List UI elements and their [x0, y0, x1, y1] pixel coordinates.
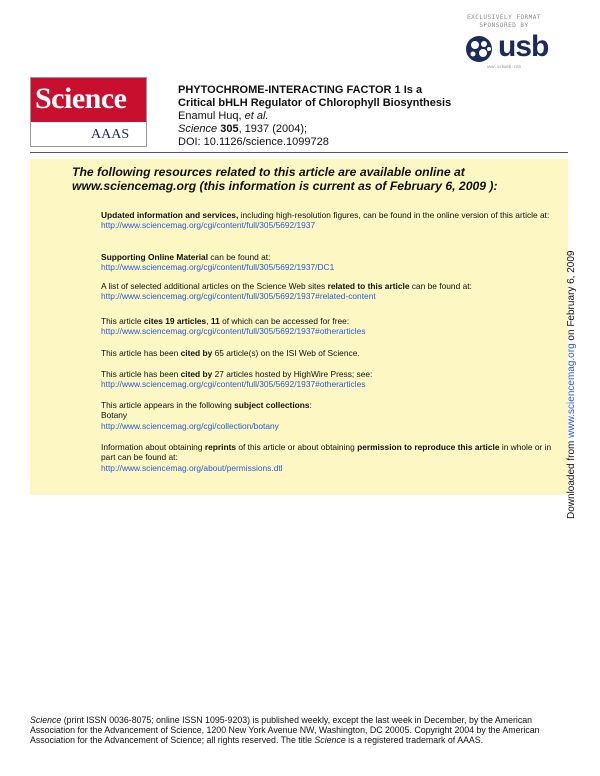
article-header [178, 84, 451, 149]
usb-globe-icon [462, 34, 498, 64]
article-title-line-2: Critical bHLH Regulator of Chlorophyll Biosynthesis [178, 97, 452, 109]
article-title-line-1: PHYTOCHROME-INTERACTING FACTOR 1 Is a [178, 84, 423, 96]
related-content: A list of selected additional articles on the Science Web sites related to this article can be found at: http://www.sciencemag.org/cgi/content/full/305/5692/1937#related-content [101, 281, 472, 302]
sponsor-line-1: EXCLUSIVELY FORMAT [466, 14, 542, 21]
updated-info-link[interactable]: http://www.sciencemag.org/cgi/content/full/305/5692/1937 [101, 220, 316, 231]
usb-wordmark: usb [498, 30, 549, 63]
cited-articles: This article cites 19 articles, 11 of which can be accessed for free: http://www.sciencemag.org/cgi/content/full/305/5692/1937#otherarticles [101, 316, 366, 337]
subject-name: Botany [101, 410, 128, 421]
aaas-logo: AAAS [91, 127, 130, 142]
highwire-citations-link[interactable]: http://www.sciencemag.org/cgi/content/full/305/5692/1937#otherarticles [101, 379, 366, 390]
updated-info: Updated information and services, including high-resolution figures, can be found in the online version of this article at: http://www.sciencemag.org/cgi/content/full/305/5692/1937 [101, 210, 550, 231]
isi-citations: This article has been cited by 65 article(s) on the ISI Web of Science. [101, 348, 360, 358]
subject-collections: This article appears in the following subject collections: Botany http://www.sciencemag.org/cgi/collection/botany [101, 400, 312, 431]
usb-logo[interactable] [462, 30, 554, 64]
logo-banner [31, 78, 146, 122]
download-source-link[interactable]: www.sciencemag.org [566, 343, 577, 438]
subject-collection-link[interactable]: http://www.sciencemag.org/cgi/collection/botany [101, 420, 279, 431]
logo-wordmark: Science [35, 82, 127, 115]
related-content-link[interactable]: http://www.sciencemag.org/cgi/content/full/305/5692/1937#related-content [101, 291, 376, 302]
supporting-material: Supporting Online Material can be found at: http://www.sciencemag.org/cgi/content/full/305/5692/1937/DC1 [101, 252, 335, 273]
permissions-info: Information about obtaining reprints of this article or about obtaining permission to reproduce this article in whole or in part can be found at: http://www.sciencemag.org/about/permissions.dtl [101, 442, 552, 473]
article-author: Enamul Huq, et al. [178, 110, 269, 122]
resources-panel [30, 159, 568, 495]
highwire-citations: This article has been cited by 27 articles hosted by HighWire Press; see: http://www.sciencemag.org/cgi/content/full/305/5692/1937#otherarticles [101, 369, 373, 390]
footer-copyright: Science (print ISSN 0036-8075; online ISSN 1095-9203) is published weekly, except the last week in December, by the American Association for the Advancement of Science, 1200 New York Avenue NW, Washington, DC 20005. Copyright 2004 by the American Association for the Advancement of Science; all rights reserved. The title Science is a registered trademark of AAAS. [30, 715, 540, 746]
article-doi: DOI: 10.1126/science.1099728 [178, 136, 329, 148]
cited-articles-link[interactable]: http://www.sciencemag.org/cgi/content/full/305/5692/1937#otherarticles [101, 326, 366, 337]
resources-intro: The following resources related to this article are available online at www.sciencemag.org (this information is current as of February 6, 2009 ): [72, 165, 498, 193]
header-divider [30, 152, 568, 153]
science-logo[interactable] [30, 77, 147, 147]
permissions-link[interactable]: http://www.sciencemag.org/about/permissions.dtl [101, 462, 283, 473]
sponsor-block [448, 14, 560, 63]
sponsor-url: www.usbweb.com [487, 64, 521, 69]
supporting-material-link[interactable]: http://www.sciencemag.org/cgi/content/full/305/5692/1937/DC1 [101, 262, 335, 273]
download-note: Downloaded from www.sciencemag.org on February 6, 2009 [566, 250, 577, 519]
article-citation: Science 305, 1937 (2004); [178, 123, 308, 135]
sponsor-line-2: SPONSORED BY [479, 22, 529, 29]
